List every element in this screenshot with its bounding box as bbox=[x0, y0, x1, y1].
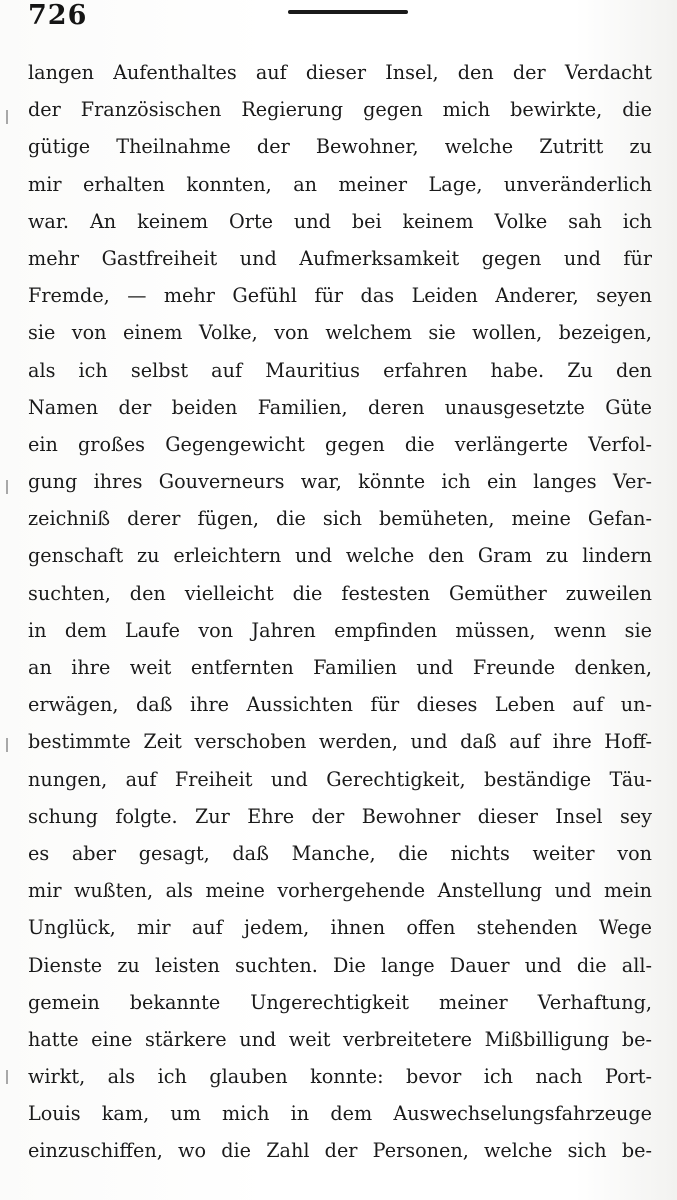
text-line: sie von einem Volke, von welchem sie wollen, bezeigen, bbox=[28, 321, 652, 345]
gutter-mark bbox=[6, 738, 8, 752]
text-line: mehr Gastfreiheit und Aufmerksamkeit gegen und für bbox=[28, 246, 652, 270]
text-line: hatte eine stärkere und weit verbreitetere Mißbilligung be- bbox=[28, 1027, 652, 1051]
gutter-mark bbox=[6, 480, 8, 494]
gutter-mark bbox=[6, 110, 8, 124]
text-line: gemein bekannte Ungerechtigkeit meiner Verhaftung, bbox=[28, 990, 652, 1014]
text-line: der Französischen Regierung gegen mich bewirkte, die bbox=[28, 98, 652, 122]
text-line: nungen, auf Freiheit und Gerechtigkeit, beständige Täu- bbox=[28, 767, 652, 791]
text-line: bestimmte Zeit verschoben werden, und daß auf ihre Hoff- bbox=[28, 730, 652, 754]
text-line: erwägen, daß ihre Aussichten für dieses Leben auf un- bbox=[28, 693, 652, 717]
text-line: zeichniß derer fügen, die sich bemüheten, meine Gefan- bbox=[28, 507, 652, 531]
body-text bbox=[28, 54, 652, 1170]
text-line: Unglück, mir auf jedem, ihnen offen stehenden Wege bbox=[28, 916, 652, 940]
text-line: schung folgte. Zur Ehre der Bewohner dieser Insel sey bbox=[28, 804, 652, 828]
text-line: wirkt, als ich glauben konnte: bevor ich nach Port- bbox=[28, 1065, 652, 1089]
text-line: Louis kam, um mich in dem Auswechselungsfahrzeuge bbox=[28, 1102, 652, 1126]
gutter-mark bbox=[6, 1070, 8, 1084]
text-line: mir erhalten konnten, an meiner Lage, unveränderlich bbox=[28, 172, 652, 196]
text-line: es aber gesagt, daß Manche, die nichts weiter von bbox=[28, 841, 652, 865]
text-line: langen Aufenthaltes auf dieser Insel, den der Verdacht bbox=[28, 61, 652, 84]
text-line: einzuschiffen, wo die Zahl der Personen, welche sich be- bbox=[28, 1139, 652, 1163]
text-line: gung ihres Gouverneurs war, könnte ich ein langes Ver- bbox=[28, 470, 652, 494]
text-line: an ihre weit entfernten Familien und Freunde denken, bbox=[28, 656, 652, 679]
text-line: gütige Theilnahme der Bewohner, welche Zutritt zu bbox=[28, 135, 652, 159]
text-line: ein großes Gegengewicht gegen die verlängerte Verfol- bbox=[28, 432, 652, 456]
text-line: Namen der beiden Familien, deren unausgesetzte Güte bbox=[28, 395, 652, 419]
text-line: war. An keinem Orte und bei keinem Volke sah ich bbox=[28, 209, 652, 233]
header-rule bbox=[288, 10, 408, 14]
text-line: in dem Laufe von Jahren empfinden müssen, wenn sie bbox=[28, 618, 652, 642]
text-line: Fremde, — mehr Gefühl für das Leiden Anderer, seyen bbox=[28, 284, 652, 308]
text-line: mir wußten, als meine vorhergehende Anstellung und mein bbox=[28, 879, 652, 903]
text-line: Dienste zu leisten suchten. Die lange Dauer und die all- bbox=[28, 953, 652, 977]
text-line: genschaft zu erleichtern und welche den Gram zu lindern bbox=[28, 544, 652, 568]
page-number: 726 bbox=[28, 0, 88, 31]
text-line: suchten, den vielleicht die festesten Gemüther zuweilen bbox=[28, 581, 652, 605]
text-line: als ich selbst auf Mauritius erfahren habe. Zu den bbox=[28, 358, 652, 382]
